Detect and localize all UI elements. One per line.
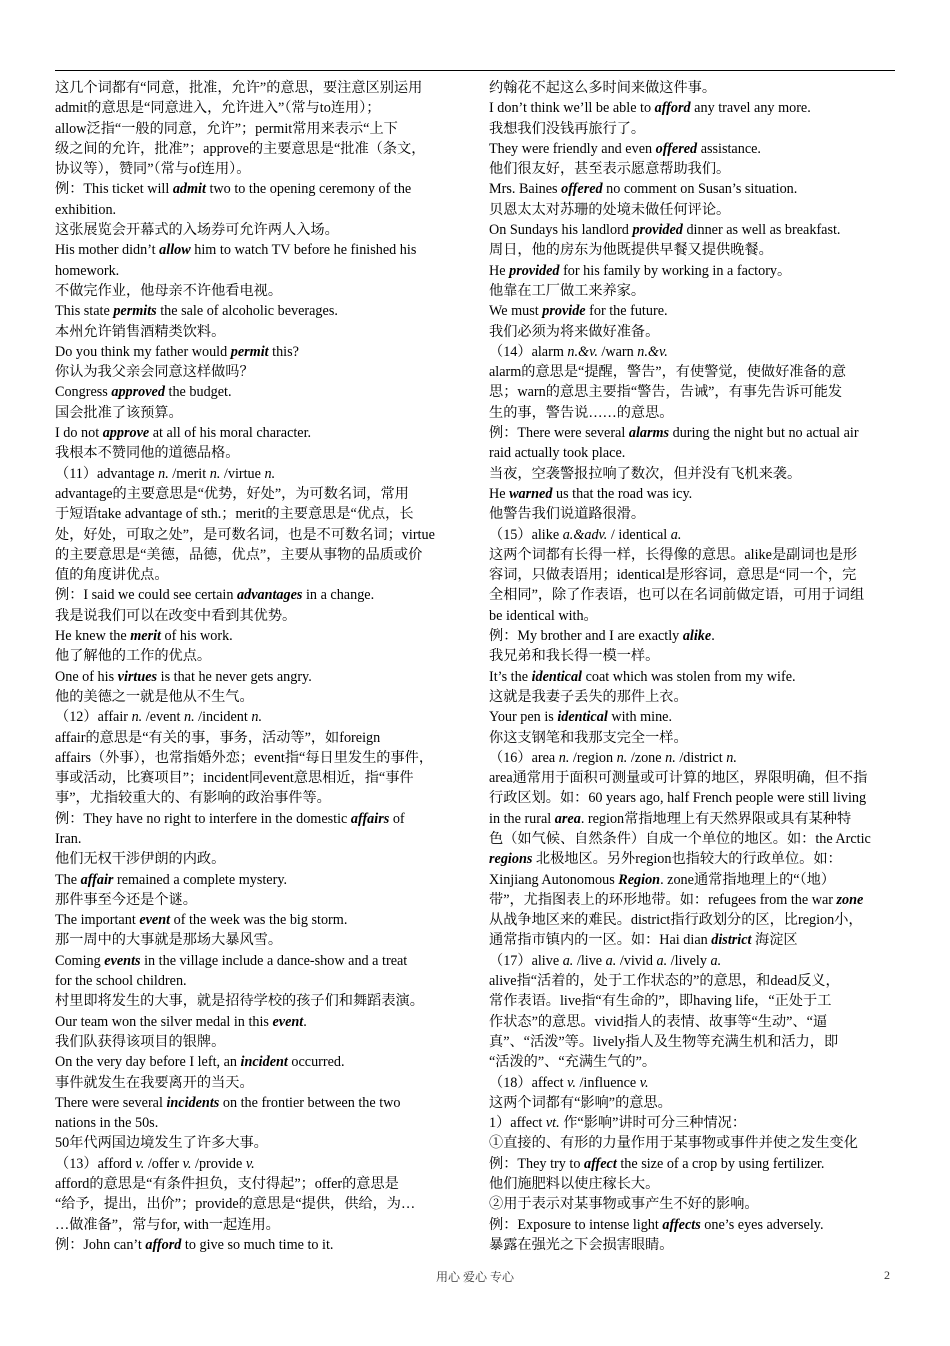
text-line: 例：There were several alarms during the night but no actual air — [489, 425, 859, 442]
keyword-emphasis: regions — [489, 851, 533, 868]
text-line: 思；warn的意思主要指“警告，告诫”，有事先告诉可能发 — [489, 384, 843, 401]
text-line: Congress approved the budget. — [55, 384, 232, 401]
keyword-emphasis: allow — [159, 242, 191, 259]
text-line: Our team won the silver medal in this event. — [55, 1013, 307, 1030]
text-line: 你这支钢笔和我那支完全一样。 — [489, 729, 688, 746]
text-line: 值的角度讲优点。 — [55, 567, 169, 584]
keyword-emphasis: provide — [542, 303, 586, 320]
text-line: The important event of the week was the big storm. — [55, 912, 348, 929]
keyword-emphasis: alarms — [628, 425, 670, 442]
text-line: 他们施肥料以使庄稼长大。 — [489, 1176, 660, 1193]
part-of-speech: n. — [264, 465, 276, 482]
text-line: 我兄弟和我长得一模一样。 — [489, 648, 660, 665]
text-line: 例：John can’t afford to give so much time to it. — [55, 1236, 334, 1253]
text-line: 行政区划。如：60 years ago, half French people were still living — [489, 790, 867, 807]
part-of-speech: n. — [251, 709, 263, 726]
text-line: 他警告我们说道路很滑。 — [489, 506, 646, 523]
header-rule — [55, 70, 895, 71]
part-of-speech: v. — [245, 1155, 255, 1172]
text-line: 这两个词都有长得一样，长得像的意思。alike是副词也是形 — [489, 546, 858, 563]
text-line: 你认为我父亲会同意这样做吗？ — [55, 364, 254, 381]
text-line: 级之间的允许，批准”；approve的主要意思是“批准（条文， — [55, 140, 426, 157]
part-of-speech: n. — [665, 749, 676, 766]
keyword-emphasis: provided — [509, 262, 560, 279]
text-line: 这张展览会开幕式的入场券可允许两人入场。 — [55, 222, 339, 239]
keyword-emphasis: advantages — [237, 587, 303, 604]
keyword-emphasis: provided — [632, 222, 683, 239]
keyword-emphasis: permits — [113, 303, 157, 320]
text-line: （15）alike a.&adv. / identical a. — [489, 526, 682, 543]
keyword-emphasis: identical — [557, 709, 608, 726]
part-of-speech: n.&v. — [567, 343, 598, 360]
text-line: 他靠在工厂做工来养家。 — [489, 282, 646, 299]
text-line: 贝恩太太对苏珊的处境未做任何评论。 — [489, 201, 731, 218]
text-line: …做准备”，常与for, with一起连用。 — [55, 1216, 280, 1233]
keyword-emphasis: afford — [654, 100, 691, 117]
text-line: 带”，尤指图表上的环形地带。如：refugees from the war zone — [489, 891, 864, 908]
text-line: On the very day before I left, an incident occurred. — [55, 1054, 345, 1071]
right-column — [489, 78, 897, 1255]
part-of-speech: v. — [639, 1074, 649, 1091]
keyword-emphasis: event — [272, 1013, 304, 1030]
text-line: ①直接的、有形的力量作用于某事物或事件并使之发生变化 — [489, 1135, 858, 1152]
text-line: 容词，只做表语用；identical是形容词，意思是“同一个，完 — [489, 567, 857, 584]
text-line: I don’t think we’ll be able to afford any travel any more. — [489, 100, 811, 117]
text-line: Mrs. Baines offered no comment on Susan’s situation. — [489, 181, 798, 198]
keyword-emphasis: area — [554, 810, 581, 827]
text-line: On Sundays his landlord provided dinner as well as breakfast. — [489, 222, 841, 239]
part-of-speech: v. — [182, 1155, 192, 1172]
text-line: （17）alive a. /live a. /vivid a. /lively a. — [489, 952, 722, 969]
keyword-emphasis: affects — [662, 1216, 701, 1233]
text-line: ②用于表示对某事物或事产生不好的影响。 — [489, 1196, 759, 1213]
text-line: 暴露在强光之下会损害眼睛。 — [489, 1236, 674, 1253]
text-line: He warned us that the road was icy. — [489, 485, 693, 502]
text-line: alive指“活着的，处于工作状态的”的意思，和dead反义， — [489, 973, 840, 990]
text-line: 生的事，警告说……的意思。 — [489, 404, 674, 421]
part-of-speech: a. — [670, 526, 682, 543]
text-line: 处，好处，可取之处”，是可数名词，也是不可数名词；virtue — [55, 526, 435, 543]
keyword-emphasis: permit — [230, 343, 269, 360]
text-line: 我是说我们可以在改变中看到其优势。 — [55, 607, 297, 624]
text-line: 例：This ticket will admit two to the opening ceremony of the — [55, 181, 412, 198]
text-line: 我们必须为将来做好准备。 — [489, 323, 660, 340]
text-line: 这几个词都有“同意，批准，允许”的意思，要注意区别运用 — [55, 80, 423, 96]
keyword-emphasis: district — [711, 932, 752, 949]
text-line: 我根本不赞同他的道德品格。 — [55, 445, 240, 462]
text-line: They were friendly and even offered assistance. — [489, 140, 761, 157]
keyword-emphasis: affairs — [350, 810, 390, 827]
text-line: 那件事至今还是个谜。 — [55, 891, 197, 908]
text-line: 国会批准了该预算。 — [55, 404, 183, 421]
keyword-emphasis: events — [104, 952, 141, 969]
text-line: I do not approve at all of his moral character. — [55, 425, 312, 442]
keyword-emphasis: offered — [655, 140, 698, 157]
text-line: area通常用于面积可测量或可计算的地区，界限明确，但不指 — [489, 770, 868, 787]
text-line: His mother didn’t allow him to watch TV before he finished his — [55, 242, 417, 259]
text-line: 我想我们没钱再旅行了。 — [489, 120, 646, 137]
keyword-emphasis: Region — [618, 871, 661, 888]
part-of-speech: a. — [562, 952, 574, 969]
text-line: 本州允许销售酒精类饮料。 — [55, 323, 226, 340]
keyword-emphasis: event — [139, 912, 171, 929]
part-of-speech: a.&adv. — [562, 526, 608, 543]
text-line: 周日，他的房东为他既提供早餐又提供晚餐。 — [489, 242, 773, 259]
keyword-emphasis: identical — [531, 668, 583, 685]
text-line: 例：They try to affect the size of a crop by using fertilizer. — [489, 1155, 825, 1172]
left-column — [55, 78, 463, 1255]
part-of-speech: n. — [726, 749, 737, 766]
text-line: homework. — [55, 262, 120, 279]
text-line: 当夜，空袭警报拉响了数次，但并没有飞机来袭。 — [489, 465, 802, 482]
text-line: Iran. — [55, 830, 82, 847]
text-line: （18）affect v. /influence v. — [489, 1074, 649, 1091]
text-line: 事或活动，比赛项目”；incident同event意思相近，指“事件 — [55, 770, 414, 787]
text-line: It’s the identical coat which was stolen from my wife. — [489, 668, 796, 685]
page-number: 2 — [884, 1268, 890, 1282]
text-line: “活泼的”、“充满生气的”。 — [489, 1054, 657, 1071]
text-line: （16）area n. /region n. /zone n. /district n. — [489, 749, 737, 766]
text-line: for the school children. — [55, 973, 187, 990]
text-line: There were several incidents on the frontier between the two — [55, 1094, 401, 1111]
part-of-speech: n. — [183, 709, 195, 726]
text-line: allow泛指“一般的同意，允许”；permit常用来表示“上下 — [55, 120, 398, 137]
text-line: 他们无权干涉伊朗的内政。 — [55, 851, 226, 868]
part-of-speech: n. — [158, 465, 169, 482]
text-line: 事”，尤指较重大的、有影响的政治事件等。 — [55, 790, 331, 807]
text-line: nations in the 50s. — [55, 1115, 159, 1132]
text-line: （13）afford v. /offer v. /provide v. — [55, 1155, 255, 1172]
keyword-emphasis: virtues — [117, 668, 158, 685]
keyword-emphasis: incidents — [166, 1094, 220, 1111]
text-line: 50年代两国边境发生了许多大事。 — [55, 1135, 268, 1152]
text-line: 通常指市镇内的一区。如：Hai dian district 海淀区 — [489, 932, 798, 949]
text-line: regions 北极地区。另外region也指较大的行政单位。如： — [489, 851, 842, 868]
keyword-emphasis: incident — [240, 1054, 288, 1071]
text-line: affairs（外事），也常指婚外恋；event指“每日里发生的事件， — [55, 749, 434, 766]
text-line: 1）affect vt. 作“影响”讲时可分三种情况： — [489, 1115, 747, 1132]
text-line: 约翰花不起这么多时间来做这件事。 — [489, 80, 717, 96]
text-line: 全相同”，除了作表语，也可以在名词前做定语，可用于词组 — [489, 587, 865, 604]
text-line: 色（如气候、自然条件）自成一个单位的地区。如：the Arctic — [489, 830, 871, 847]
part-of-speech: v. — [567, 1074, 576, 1091]
text-line: （14）alarm n.&v. /warn n.&v. — [489, 343, 668, 360]
part-of-speech: a. — [710, 952, 722, 969]
text-line: This state permits the sale of alcoholic beverages. — [55, 303, 338, 320]
text-line: He provided for his family by working in a factory。 — [489, 262, 792, 279]
text-line: 这就是我妻子丢失的那件上衣。 — [489, 688, 688, 705]
part-of-speech: a. — [605, 952, 617, 969]
text-line: 不做完作业，他母亲不许他看电视。 — [55, 282, 283, 299]
text-line: The affair remained a complete mystery. — [55, 871, 288, 888]
text-line: 例：I said we could see certain advantages in a change. — [55, 587, 375, 604]
text-line: One of his virtues is that he never gets angry. — [55, 668, 312, 685]
text-line: 的主要意思是“美德，品德，优点”，主要从事物的品质或价 — [55, 546, 423, 563]
text-line: （12）affair n. /event n. /incident n. — [55, 709, 263, 726]
text-line: 真”、“活泼”等。lively指人及生物等充满生机和活力，即 — [489, 1033, 839, 1050]
footer-motto: 用心 爱心 专心 — [435, 1270, 514, 1284]
part-of-speech: n.&v. — [637, 343, 668, 360]
text-line: alarm的意思是“提醒，警告”，有使警觉，使做好准备的意 — [489, 364, 847, 381]
part-of-speech: n. — [131, 709, 143, 726]
part-of-speech: a. — [656, 952, 668, 969]
keyword-emphasis: approve — [102, 425, 150, 442]
text-line: be identical with。 — [489, 607, 598, 624]
text-line: （11）advantage n. /merit n. /virtue n. — [55, 465, 276, 482]
text-line: 例：They have no right to interfere in the domestic affairs of — [55, 810, 405, 827]
text-line: advantage的主要意思是“优势，好处”，为可数名词，常用 — [55, 485, 409, 502]
text-line: admit的意思是“同意进入，允许进入”（常与to连用）； — [55, 100, 381, 117]
keyword-emphasis: alike — [682, 628, 712, 645]
text-line: 常作表语。live指“有生命的”，即having life，“正处于工 — [489, 993, 832, 1010]
text-line: He knew the merit of his work. — [55, 628, 233, 645]
text-line: 事件就发生在我要离开的当天。 — [55, 1074, 254, 1091]
keyword-emphasis: admit — [172, 181, 206, 198]
keyword-emphasis: zone — [836, 891, 864, 908]
text-line: 协议等），赞同”（常与of连用）。 — [55, 161, 251, 178]
text-line: Xinjiang Autonomous Region. zone通常指地理上的“（地） — [489, 871, 836, 888]
text-line: 他们很友好，甚至表示愿意帮助我们。 — [489, 161, 731, 178]
text-line: raid actually took place. — [489, 445, 626, 462]
text-line: Coming events in the village include a dance-show and a treat — [55, 952, 408, 969]
text-line: afford的意思是“有条件担负，支付得起”；offer的意思是 — [55, 1176, 399, 1193]
keyword-emphasis: warned — [509, 485, 553, 502]
text-line: exhibition. — [55, 201, 117, 218]
part-of-speech: n. — [209, 465, 221, 482]
part-of-speech: n. — [558, 749, 570, 766]
text-line: 那一周中的大事就是那场大暴风雪。 — [55, 932, 283, 949]
text-line: 他的美德之一就是他从不生气。 — [55, 688, 254, 705]
part-of-speech: vt. — [545, 1115, 560, 1132]
text-line: 于短语take advantage of sth.；merit的主要意思是“优点，长 — [55, 506, 414, 523]
part-of-speech: v. — [135, 1155, 145, 1172]
text-line: 例：Exposure to intense light affects one’s eyes adversely. — [489, 1216, 824, 1233]
text-line: affair的意思是“有关的事，事务，活动等”，如foreign — [55, 729, 381, 746]
keyword-emphasis: merit — [130, 628, 161, 645]
keyword-emphasis: affect — [583, 1155, 617, 1172]
text-line: in the rural area. region常指地理上有天然界限或具有某种特 — [489, 810, 852, 827]
part-of-speech: n. — [616, 749, 628, 766]
text-line: Do you think my father would permit this? — [55, 343, 299, 360]
text-line: 作状态”的意思。vivid指人的表情、故事等“生动”、“逼 — [489, 1013, 828, 1030]
text-line: 他了解他的工作的优点。 — [55, 648, 212, 665]
keyword-emphasis: afford — [145, 1236, 182, 1253]
text-line: Your pen is identical with mine. — [489, 709, 673, 726]
keyword-emphasis: offered — [561, 181, 603, 198]
keyword-emphasis: affair — [80, 871, 114, 888]
text-line: 这两个词都有“影响”的意思。 — [489, 1094, 672, 1111]
text-line: We must provide for the future. — [489, 303, 668, 320]
text-line: “给予，提出，出价”；provide的意思是“提供，供给，为… — [55, 1196, 416, 1213]
text-line: 村里即将发生的大事，就是招待学校的孩子们和舞蹈表演。 — [55, 993, 424, 1010]
text-line: 例：My brother and I are exactly alike. — [489, 628, 715, 645]
keyword-emphasis: approved — [111, 384, 165, 401]
text-line: 我们队获得该项目的银牌。 — [55, 1033, 226, 1050]
text-line: 从战争地区来的难民。district指行政划分的区，比region小， — [489, 912, 863, 929]
